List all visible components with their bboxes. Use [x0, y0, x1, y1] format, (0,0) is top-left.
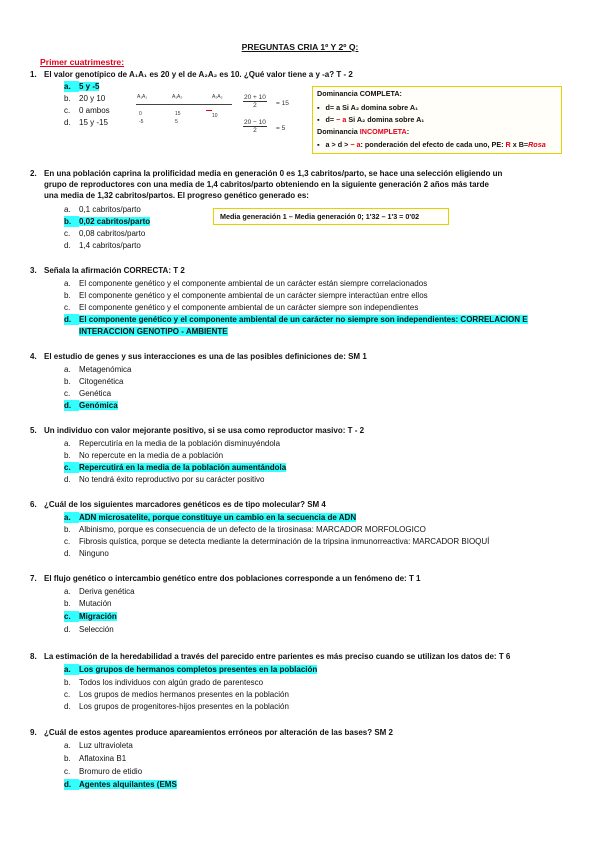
fraction-2-result: = 5 [276, 125, 286, 132]
question-text: ¿Cuál de estos agentes produce apareamientos erróneos por alteración de las bases? SM 2 [44, 728, 394, 737]
question-number: 9. [30, 728, 37, 737]
option-6c: c. Fibrosis quística, porque se detecta mediante la determinación de la tripsina inmunorreactiva: MARCADOR BIOQUÍ [64, 537, 490, 546]
option-4a: a. Metagenómica [64, 365, 132, 374]
note-heading: Dominancia COMPLETA: [317, 89, 402, 98]
option-8c: c. Los grupos de medios hermanos presentes en la población [64, 690, 289, 699]
option-5a: a. Repercutiría en la media de la población disminuyéndola [64, 439, 281, 448]
genotype-label: A₁A₁ [137, 94, 148, 100]
option-4c: c. Genética [64, 389, 112, 398]
option-8a: a. Los grupos de hermanos completos presentes en la población [64, 665, 318, 674]
scale-line [136, 104, 232, 105]
red-marker [206, 110, 212, 111]
option-2c: c. 0,08 cabritos/parto [64, 229, 146, 238]
option-5d: d. No tendrá éxito reproductivo por su carácter positivo [64, 475, 265, 484]
question-text: grupo de reproductores con una media de 1,4 cabritos/parto obteniendo en la siguiente generación 2 años más tarde [44, 180, 489, 189]
note-heading: Dominancia INCOMPLETA: [317, 127, 410, 136]
fraction-1-result: = 15 [276, 100, 289, 107]
question-number: 2. [30, 169, 37, 178]
question-8 [30, 651, 564, 662]
progress-formula: Media generación 1 – Media generación 0; 1'32 – 1'3 = 0'02 [220, 212, 420, 221]
scale-value: 5 [175, 119, 178, 125]
option-1b: b. 20 y 10 [64, 94, 106, 103]
option-4b: b. Citogenética [64, 377, 124, 386]
question-number: 8. [30, 652, 37, 661]
question-text: En una población caprina la prolificidad media en generación 0 es 1,3 cabritos/parto, se hace una selección eligiendo un [44, 169, 503, 178]
note-bullet: ▪ d= − a Si A₂ domina sobre A₁ [317, 115, 425, 124]
question-number: 7. [30, 574, 37, 583]
option-3a: a. El componente genético y el componente ambiental de un carácter están siempre correlacionados [64, 279, 428, 288]
option-6d: d. Ninguno [64, 549, 109, 558]
question-4 [30, 351, 564, 362]
question-text: Señala la afirmación CORRECTA: T 2 [44, 266, 185, 275]
scale-value: 15 [175, 111, 181, 117]
note-bullet: ▪ d= a Si A₂ domina sobre A₁ [317, 103, 419, 112]
document-title: PREGUNTAS CRIA 1º Y 2º Q: [241, 42, 359, 52]
note-bullet: ▪ a > d > − a: ponderación del efecto de cada uno, PE: R x B=Rosa [317, 140, 546, 149]
option-1d: d. 15 y -15 [64, 118, 108, 127]
question-7 [30, 573, 564, 584]
question-text: ¿Cuál de los siguientes marcadores genéticos es de tipo molecular? SM 4 [44, 500, 326, 509]
question-9 [30, 727, 564, 738]
option-2b: b. 0,02 cabritos/parto [64, 217, 151, 226]
option-6a: a. ADN microsatelite, porque constituye un cambio en la secuencia de ADN [64, 513, 357, 522]
option-5b: b. No repercute en la media de a población [64, 451, 224, 460]
question-text: El flujo genético o intercambio genético entre dos poblaciones corresponde a un fenómeno de: T 1 [44, 574, 421, 583]
option-2a: a. 0,1 cabritos/parto [64, 205, 141, 214]
option-4d: d. Genómica [64, 401, 118, 410]
option-7a: a. Deriva genética [64, 587, 135, 596]
question-text: Un individuo con valor mejorante positivo, si se usa como reproductor masivo: T - 2 [44, 426, 365, 435]
genotype-label: A₁A₂ [172, 94, 183, 100]
question-number: 4. [30, 352, 37, 361]
option-9b: b. Aflatoxina B1 [64, 754, 127, 763]
question-3 [30, 265, 564, 276]
option-3d: d. El componente genético y el componente ambiental de un carácter no siempre son independientes: CORRELACION E [64, 315, 528, 324]
fraction-2: $\frac{20 - 10}{2}$ [244, 119, 266, 134]
question-number: 5. [30, 426, 37, 435]
question-1 [30, 69, 564, 80]
question-text: La estimación de la heredabilidad a través del parecido entre parientes es más preciso cuando se utilizan los datos de: T 6 [44, 652, 511, 661]
question-5 [30, 425, 564, 436]
dominance-note-box [312, 86, 562, 154]
option-9c: c. Bromuro de etidio [64, 767, 143, 776]
scale-value: -5 [139, 119, 144, 125]
option-7c: c. Migración [64, 612, 117, 621]
question-number: 3. [30, 266, 37, 275]
option-6b: b. Albinismo, porque es consecuencia de un defecto de la tirosinasa: MARCADOR MORFOLOGICO [64, 525, 426, 534]
option-7b: b. Mutación [64, 599, 112, 608]
option-9a: a. Luz ultravioleta [64, 741, 133, 750]
question-2 [30, 168, 564, 201]
section-heading: Primer cuatrimestre: [40, 57, 125, 67]
option-8b: b. Todos los individuos con algún grado de parentesco [64, 678, 264, 687]
scale-value: 0 [139, 111, 142, 117]
option-2d: d. 1,4 cabritos/parto [64, 241, 141, 250]
option-1c: c. 0 ambos [64, 106, 110, 115]
option-7d: d. Selección [64, 625, 114, 634]
question-number: 1. [30, 70, 37, 79]
question-number: 6. [30, 500, 37, 509]
option-5c: c. Repercutirá en la media de la población aumentándola [64, 463, 287, 472]
option-3d-continued: INTERACCION GENOTIPO - AMBIENTE [79, 327, 228, 336]
scale-value: 10 [212, 113, 218, 119]
question-text: El estudio de genes y sus interacciones es una de las posibles definiciones de: SM 1 [44, 352, 367, 361]
progress-note-box [213, 208, 449, 225]
question-text: una media de 1,32 cabritos/partos. El progreso genético generado es: [44, 191, 309, 200]
fraction-1: $\frac{20 + 10}{2}$ [244, 94, 266, 109]
option-1a: a. 5 y -5 [64, 82, 100, 91]
option-9d: d. Agentes alquilantes (EMS [64, 780, 177, 789]
question-text: El valor genotípico de A₁A₁ es 20 y el de A₂A₂ es 10. ¿Qué valor tiene a y -a? T - 2 [44, 70, 353, 79]
genotype-label: A₂A₂ [212, 94, 223, 100]
option-3c: c. El componente genético y el componente ambiental de un carácter siempre son independientes [64, 303, 419, 312]
option-8d: d. Los grupos de progenitores-hijos presentes en la población [64, 702, 289, 711]
option-3b: b. El componente genético y el componente ambiental de un carácter siempre interactúan entre ellos [64, 291, 428, 300]
question-6 [30, 499, 564, 510]
